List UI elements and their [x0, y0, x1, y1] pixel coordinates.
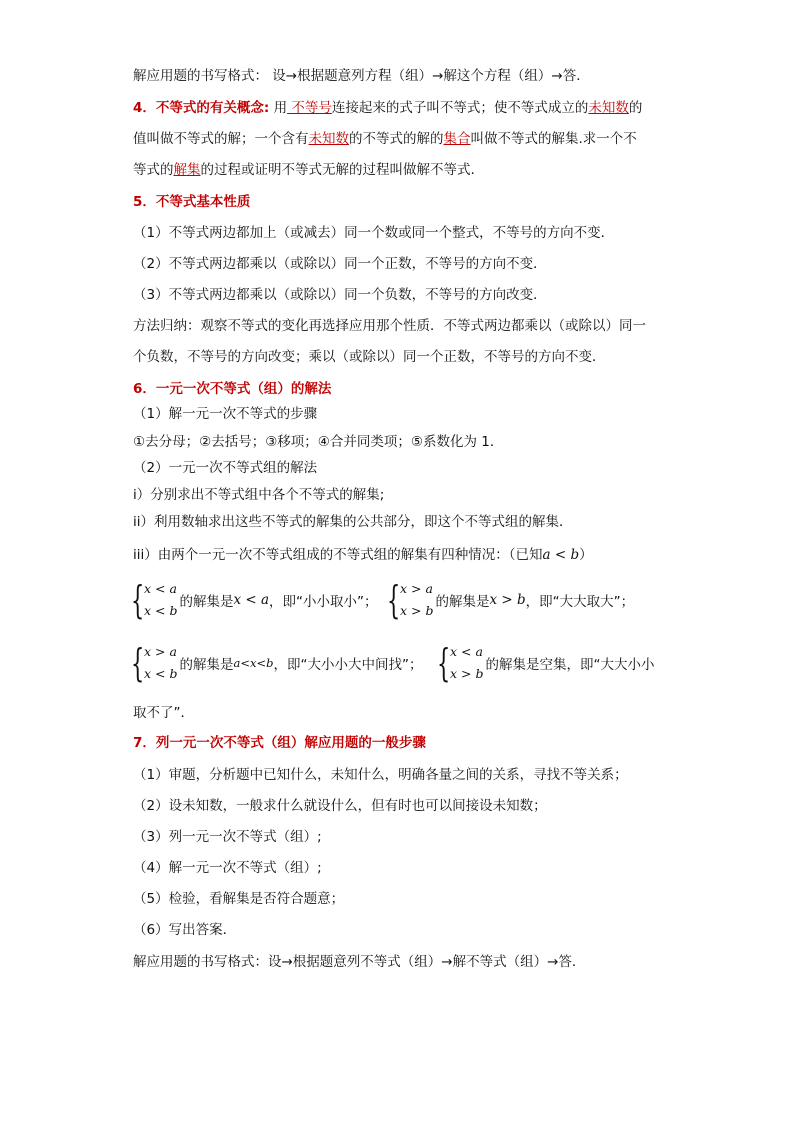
text: 值叫做不等式的解；一个含有 [133, 131, 309, 147]
system-step-i: i）分别求出不等式组中各个不等式的解集; [133, 487, 385, 503]
brace-icon: { [387, 578, 401, 622]
text: 的解集是 [179, 657, 234, 673]
word-problem-step-5: （5）检验，看解集是否符合题意； [133, 891, 345, 907]
text: 连接起来的式子叫不等式；使不等式成立的 [331, 100, 589, 116]
system-method-title: （2）一元一次不等式组的解法 [133, 460, 318, 476]
text: 用 [269, 100, 288, 116]
text: 的解集是 [435, 594, 490, 610]
section-7-heading: 7．列一元一次不等式（组）解应用题的一般步骤 [133, 735, 426, 751]
system-case-2 [387, 578, 634, 622]
inequality: x < a [450, 644, 483, 659]
math-condition: a < b [542, 547, 580, 563]
inequality: x < b [144, 603, 178, 618]
rule-text: ，即“大大取大”； [525, 594, 635, 610]
rule-text: ，即“小小取小”； [269, 594, 378, 610]
text: 的 [628, 100, 643, 116]
property-1: （1）不等式两边都加上（或减去）同一个数或同一个整式，不等号的方向不变． [133, 225, 615, 241]
brace-icon: { [131, 578, 145, 622]
text: ） [579, 547, 593, 563]
system-step-iii [133, 546, 593, 564]
inequality: x > b [450, 666, 484, 681]
text: 的不等式的解的 [349, 131, 444, 147]
system-inequalities [144, 578, 177, 622]
inequality: x < a [144, 581, 177, 596]
steps-list: ①去分母；②去括号；③移项；④合并同类项；⑤系数化为 1． [133, 434, 504, 450]
system-case-4 [437, 641, 654, 685]
term-inequality-sign: 不等号 [287, 100, 332, 116]
inequality: x > a [144, 644, 177, 659]
section-6-heading: 6．一元一次不等式（组）的解法 [133, 381, 332, 397]
inequality: x > b [400, 603, 434, 618]
system-case-4-continued: 取不了”． [133, 705, 194, 721]
word-problem-step-4: （4）解一元一次不等式（组）; [133, 860, 322, 876]
section-4-heading: 4．不等式的有关概念: [133, 100, 270, 116]
brace-icon: { [131, 641, 145, 685]
word-problem-step-6: （6）写出答案． [133, 922, 237, 938]
system-case-3 [131, 641, 422, 685]
method-summary-2: 个负数，不等号的方向改变；乘以（或除以）同一个正数，不等号的方向不变． [133, 349, 606, 365]
solution: x > b [489, 592, 526, 608]
equation-answer-format: 解应用题的书写格式： 设→根据题意列方程（组）→解这个方程（组）→答． [133, 68, 590, 84]
section-4-line-3 [133, 161, 475, 179]
term-unknown-2: 未知数 [308, 131, 349, 147]
text: 的过程或证明不等式无解的过程叫做解不等式. [200, 162, 475, 178]
text: 的解集是 [179, 594, 234, 610]
word-problem-step-3: （3）列一元一次不等式（组）; [133, 829, 322, 845]
word-problem-step-2: （2）设未知数，一般求什么就设什么，但有时也可以间接设未知数； [133, 798, 547, 814]
steps-title: （1）解一元一次不等式的步骤 [133, 406, 318, 422]
property-2: （2）不等式两边都乘以（或除以）同一个正数，不等号的方向不变． [133, 256, 547, 272]
section-5-heading: 5．不等式基本性质 [133, 194, 251, 210]
term-unknown: 未知数 [588, 100, 629, 116]
system-step-ii: ii）利用数轴求出这些不等式的解集的公共部分，即这个不等式组的解集． [133, 514, 573, 530]
system-inequalities [400, 578, 433, 622]
text: 等式的 [133, 162, 174, 178]
method-summary-1: 方法归纳：观察不等式的变化再选择应用那个性质．不等式两边都乘以（或除以）同一 [133, 318, 646, 334]
rule-text: 的解集是空集，即“大大小小 [485, 657, 655, 673]
text: iii）由两个一元一次不等式组成的不等式组的解集有四种情况：（已知 [133, 547, 543, 563]
term-solution-set: 解集 [173, 162, 201, 178]
inequality-answer-format: 解应用题的书写格式：设→根据题意列不等式（组）→解不等式（组）→答． [133, 954, 586, 970]
rule-text: ，即“大小小大中间找”； [273, 657, 423, 673]
system-case-1 [131, 578, 378, 622]
solution: x < a [233, 592, 270, 608]
inequality: x < b [144, 666, 178, 681]
section-4-line-1 [133, 99, 642, 117]
system-inequalities [144, 641, 177, 685]
property-3: （3）不等式两边都乘以（或除以）同一个负数，不等号的方向改变． [133, 287, 547, 303]
word-problem-step-1: （1）审题，分析题中已知什么，未知什么，明确各量之间的关系，寻找不等关系； [133, 767, 628, 783]
text: 叫做不等式的解集.求一个不 [470, 131, 637, 147]
system-inequalities [450, 641, 483, 685]
solution: a<x<b [233, 656, 274, 670]
brace-icon: { [437, 641, 451, 685]
inequality: x > a [400, 581, 433, 596]
term-set: 集合 [443, 131, 471, 147]
section-4-line-2 [133, 130, 637, 148]
